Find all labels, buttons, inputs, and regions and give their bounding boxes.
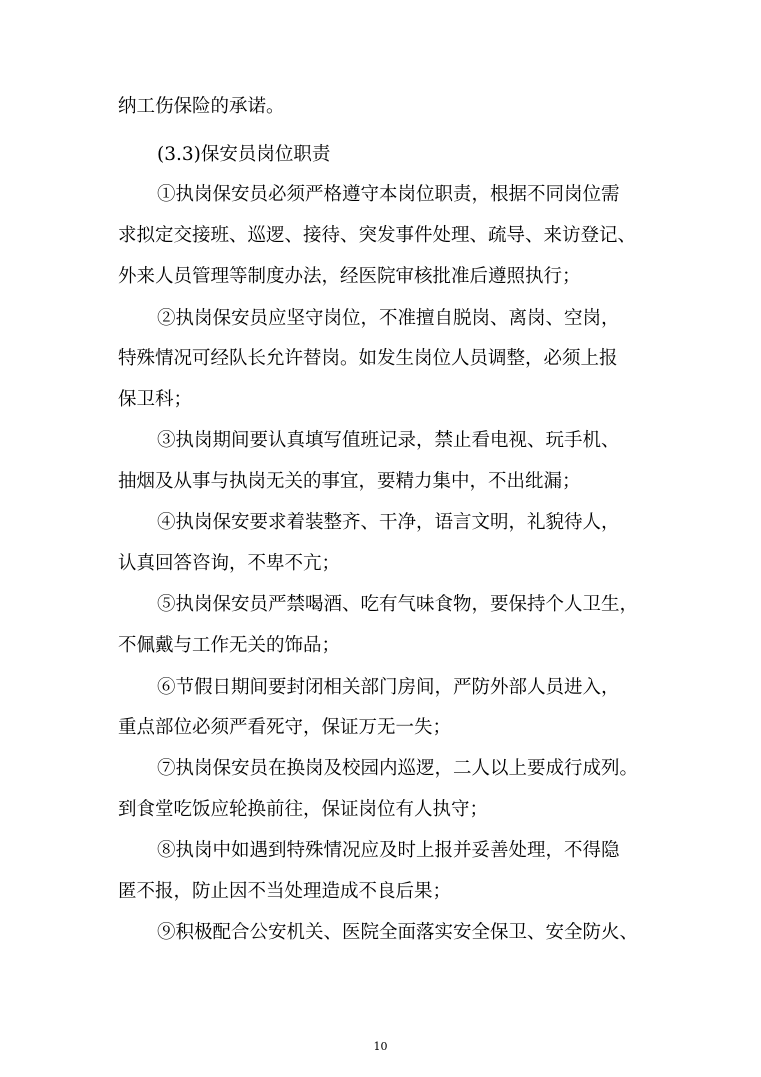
text-line: 不佩戴与工作无关的饰品； <box>118 635 341 656</box>
text-line: ⑧执岗中如遇到特殊情况应及时上报并妥善处理，不得隐 <box>157 840 620 861</box>
text-line: 求拟定交接班、巡逻、接待、突发事件处理、疏导、来访登记、 <box>118 225 637 246</box>
text-line: 特殊情况可经队长允许替岗。如发生岗位人员调整，必须上报 <box>118 348 618 369</box>
text-line: ③执岗期间要认真填写值班记录，禁止看电视、玩手机、 <box>157 430 620 451</box>
text-line: ①执岗保安员必须严格遵守本岗位职责，根据不同岗位需 <box>157 184 620 205</box>
text-line: 外来人员管理等制度办法，经医院审核批准后遵照执行； <box>118 266 581 287</box>
text-line: ⑥节假日期间要封闭相关部门房间，严防外部人员进入， <box>157 677 620 698</box>
text-line: 认真回答咨询，不卑不亢； <box>118 553 341 574</box>
text-line: 匿不报，防止因不当处理造成不良后果； <box>118 881 452 902</box>
text-line: 纳工伤保险的承诺。 <box>118 96 285 117</box>
text-line: ②执岗保安员应坚守岗位，不准擅自脱岗、离岗、空岗， <box>157 308 620 329</box>
text-line: 保卫科； <box>118 389 193 410</box>
text-line: 重点部位必须严看死守，保证万无一失； <box>118 717 452 738</box>
section-heading: (3.3)保安员岗位职责 <box>157 144 331 165</box>
text-line: 抽烟及从事与执岗无关的事宜，要精力集中，不出纰漏； <box>118 471 581 492</box>
page-number: 10 <box>373 1040 388 1053</box>
text-line: ⑦执岗保安员在换岗及校园内巡逻，二人以上要成行成列。 <box>157 758 639 779</box>
text-line: 到食堂吃饭应轮换前往，保证岗位有人执守； <box>118 799 489 820</box>
text-line: ⑤执岗保安员严禁喝酒、吃有气味食物，要保持个人卫生， <box>157 594 639 615</box>
text-line: ⑨积极配合公安机关、医院全面落实安全保卫、安全防火、 <box>157 922 639 943</box>
text-line: ④执岗保安要求着装整齐、干净，语言文明，礼貌待人， <box>157 512 620 533</box>
